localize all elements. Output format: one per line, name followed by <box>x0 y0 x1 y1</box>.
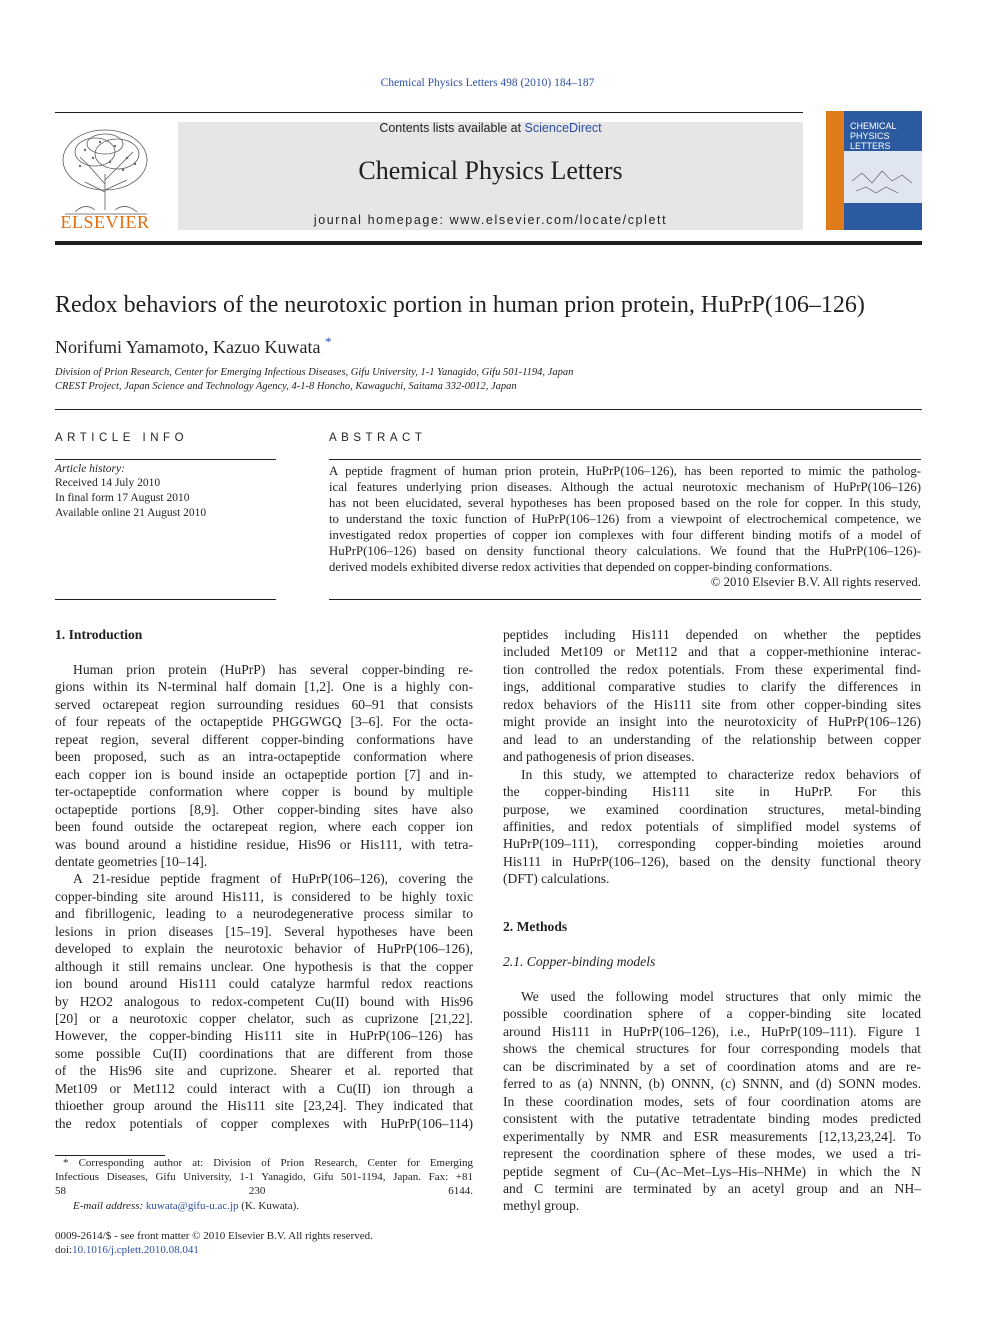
homepage-link[interactable]: www.elsevier.com/locate/cplett <box>449 213 668 227</box>
body-text-line: peptides including His111 depended on whether the peptides <box>503 627 921 642</box>
body-text-line: although it still remains unclear. One hypothesis is that the copper <box>55 958 473 974</box>
body-text-line: However, the copper-binding His111 site in HuPrP(106–126) has <box>55 1028 473 1044</box>
abstract-line: to understand the toxic function of HuPrP(106–126) from a viewpoint of electrochemical competence, we <box>329 512 921 526</box>
abstract-line: has not been elucidated, several hypotheses has been proposed based on the role for copper. In this study, <box>329 496 921 510</box>
affiliation: Division of Prion Research, Center for Emerging Infectious Diseases, Gifu University, 1-1 Yanagido, Gifu 501-1194, Japan <box>55 367 574 378</box>
body-text-line: included Met109 or Met112 and that a copper-methionine interac- <box>503 644 921 660</box>
article-history-label: Article history: <box>55 463 125 475</box>
history-online: Available online 21 August 2010 <box>55 507 207 519</box>
authors-text: Norifumi Yamamoto, Kazuo Kuwata <box>55 337 321 357</box>
body-text-line: developed to explain the neurotoxic behavior of HuPrP(106–126), <box>55 941 473 957</box>
body-text-line: [20] or a neurotoxic copper chelator, such as cuprizone [21,22]. <box>55 1011 473 1026</box>
footnote-line: * Corresponding author at: Division of Prion Research, Center for Emerging <box>63 1157 473 1169</box>
body-text-line: His111 in HuPrP(106–126), based on the density functional theory <box>503 853 921 869</box>
body-text-line: represent the coordination sphere of these modes, we used a tri- <box>503 1146 921 1162</box>
section-heading-methods: 2. Methods <box>503 919 568 934</box>
article-info-heading: ARTICLE INFO <box>55 432 189 444</box>
elsevier-logo[interactable] <box>55 122 155 234</box>
body-text-line: repeat region, several different copper-binding conformations have <box>55 731 473 747</box>
body-text-line: affinities, and redox potentials of simplified model systems of <box>503 818 921 834</box>
body-text-line: We used the following model structures that only mimic the <box>521 989 921 1004</box>
body-text-line: been proposed, such as an intra-octapeptide conformation where <box>55 749 473 765</box>
email-suffix: (K. Kuwata). <box>238 1200 300 1212</box>
abstract-heading: ABSTRACT <box>329 432 427 444</box>
body-text-line: might provide an insight into the neurotoxicity of HuPrP(106–126) <box>503 714 921 730</box>
issn-line: 0009-2614/$ - see front matter © 2010 Elsevier B.V. All rights reserved. <box>55 1230 373 1242</box>
abstract-line: HuPrP(106–126) based on density functional theory calculations. We found that the HuPrP(106–126)- <box>329 544 921 558</box>
body-text-line: and lead to an understanding of the relationship between copper <box>503 731 921 747</box>
body-text-line: the copper-binding His111 site in HuPrP. For this <box>503 784 921 800</box>
body-text-line: ion bound around His111 could catalyze harmful redox reactions <box>55 976 473 992</box>
body-text-line: and fibrillogenic, leading to a neurodegenerative process similar to <box>55 906 473 922</box>
journal-citation[interactable]: Chemical Physics Letters 498 (2010) 184–187 <box>380 77 595 89</box>
abstract-bottom-rule <box>329 599 921 600</box>
article-info-bottom-rule <box>55 599 276 600</box>
body-text-line: each copper ion is bound inside an octapeptide portion [7] and in- <box>55 766 473 782</box>
body-text-line: Met109 or Met112 could interact with a Cu(II) ion through a <box>55 1080 473 1096</box>
body-text-line: (DFT) calculations. <box>503 871 610 887</box>
abstract-line: A peptide fragment of human prion protein, HuPrP(106–126), has been reported to mimic the patholog- <box>329 464 921 478</box>
body-text-line: thioether group around the His111 site [23,24]. They indicated that <box>55 1098 473 1114</box>
contents-prefix: Contents lists available at <box>379 121 525 135</box>
header-bottom-rule <box>55 241 922 245</box>
section-heading-introduction: 1. Introduction <box>55 627 143 642</box>
body-text-line: octapeptide portions [8,9]. Other copper-binding sites have also <box>55 801 473 817</box>
abstract-line: ical features underlying prion diseases. Although the actual neurotoxic mechanism of HuPrP(106–126) <box>329 480 921 494</box>
cover-title-line: LETTERS <box>850 141 891 151</box>
email-link[interactable]: kuwata@gifu-u.ac.jp <box>145 1200 239 1212</box>
body-text-line: served octarepeat region surrounding residues 60–91 that consists <box>55 696 473 712</box>
cover-title-line: CHEMICAL <box>850 121 897 131</box>
history-final-form: In final form 17 August 2010 <box>55 492 190 504</box>
history-received: Received 14 July 2010 <box>55 477 161 489</box>
body-text-line: around His111 in HuPrP(106–126), i.e., HuPrP(109–111). Figure 1 <box>503 1023 921 1039</box>
body-text-line: experimentally by NMR and ESR measurements [12,13,23,24]. To <box>503 1128 921 1144</box>
affiliation: CREST Project, Japan Science and Technology Agency, 4-1-8 Honcho, Kawaguchi, Saitama 332-0012, Japan <box>55 381 517 392</box>
body-text-line: lesions in prion diseases [15–19]. Several hypotheses have been <box>55 923 473 939</box>
journal-title: Chemical Physics Letters <box>358 156 623 185</box>
doi-link[interactable]: 10.1016/j.cplett.2010.08.041 <box>72 1244 199 1256</box>
body-text-line: copper-binding site around His111, is considered to be highly toxic <box>55 888 473 904</box>
body-text-line: ings, additional comparative studies to clarify the differences in <box>503 679 921 695</box>
body-text-line: possible coordination sphere of a copper-binding site located <box>503 1006 921 1022</box>
abstract-rule <box>329 459 921 460</box>
journal-homepage <box>178 213 803 227</box>
corresponding-author-mark[interactable]: * <box>324 334 332 349</box>
body-text-line: HuPrP(109–111), corresponding copper-binding moieties around <box>503 836 921 852</box>
doi-line <box>55 1244 199 1256</box>
abstract-line: investigated redox properties of copper ion complexes with four different binding motifs of a model of <box>329 528 921 542</box>
doi-label: doi: <box>55 1244 73 1256</box>
subsection-heading-copper-binding: 2.1. Copper-binding models <box>503 954 656 969</box>
sciencedirect-link[interactable]: ScienceDirect <box>524 121 602 135</box>
homepage-prefix: journal homepage: <box>313 213 450 227</box>
body-text-line: ferred to as (a) NNNN, (b) ONNN, (c) SNNN, and (d) SONN modes. <box>503 1076 921 1092</box>
footnote-line: 58 230 6144. <box>55 1185 473 1197</box>
article-info-rule <box>55 459 276 460</box>
body-text-line: by H2O2 analogous to redox-competent Cu(II) bound with His96 <box>55 993 473 1009</box>
body-text-line: consistent with the putative tetradentate binding modes predicted <box>503 1111 921 1127</box>
body-text-line: In this study, we attempted to characterize redox behaviors of <box>521 766 921 782</box>
body-text-line: and pathogenesis of prion diseases. <box>503 749 695 765</box>
footnote-line: Infectious Diseases, Gifu University, 1-1 Yanagido, Gifu 501-1194, Japan. Fax: +81 <box>55 1171 473 1183</box>
email-label: E-mail address: <box>73 1200 146 1212</box>
footnote-email <box>73 1200 299 1212</box>
body-text-line: been found outside the octarepeat region, where each copper ion <box>55 819 473 835</box>
body-text-line: of four repeats of the octapeptide PHGGWGQ [3–6]. For the octa- <box>55 714 473 730</box>
body-text-line: dentate geometries [10–14]. <box>55 853 208 869</box>
body-text-line: of the His96 site and cuprizone. Shearer et al. reported that <box>55 1063 473 1079</box>
body-text-line: some possible Cu(II) coordinations that are different from those <box>55 1045 473 1061</box>
body-text-line: gions within its N-terminal half domain [1,2]. One is a highly con- <box>55 679 473 695</box>
body-text-line: redox behaviors of the His111 site from other copper-binding sites <box>503 696 921 712</box>
author-list <box>55 334 331 358</box>
body-text-line: In these coordination modes, sets of four coordination atoms are <box>503 1093 921 1109</box>
cover-title-line: PHYSICS <box>850 131 890 141</box>
footnote-rule <box>55 1155 165 1156</box>
journal-cover-image[interactable] <box>826 111 922 230</box>
body-text-line: ter-octapeptide conformation where copper is bound by multiple <box>55 784 473 800</box>
body-text-line: shows the chemical structures for four corresponding models that <box>503 1041 921 1057</box>
abstract-copyright: © 2010 Elsevier B.V. All rights reserved. <box>710 575 921 589</box>
body-text-line: peptide segment of Cu–(Ac–Met–Lys–His–NHMe) in which the N <box>503 1163 921 1179</box>
body-text-line: was bound around a histidine residue, His96 or His111, with tetra- <box>55 836 473 852</box>
body-text-line: and C termini are terminated by an acetyl group and an NH– <box>503 1180 921 1196</box>
article-title: Redox behaviors of the neurotoxic portion in human prion protein, HuPrP(106–126) <box>55 292 865 318</box>
abstract-line: derived models exhibited diverse redox activities that depended on copper-binding conformations. <box>329 560 833 574</box>
contents-line <box>178 121 803 135</box>
header-top-rule <box>55 112 803 113</box>
body-text-line: methyl group. <box>503 1198 580 1214</box>
elsevier-wordmark: ELSEVIER <box>60 212 150 232</box>
body-text-line: Human prion protein (HuPrP) has several copper-binding re- <box>73 662 473 677</box>
body-text-line: tion controlled the redox potentials. From these experimental find- <box>503 661 921 677</box>
body-text-line: A 21-residue peptide fragment of HuPrP(106–126), covering the <box>73 871 473 887</box>
body-text-line: the redox potentials of copper complexes with HuPrP(106–114) <box>55 1115 473 1131</box>
body-text-line: purpose, we examined coordination structures, metal-binding <box>503 801 921 817</box>
title-divider <box>55 409 922 410</box>
body-text-line: can be discriminated by a set of coordination atoms and are re- <box>503 1058 921 1074</box>
